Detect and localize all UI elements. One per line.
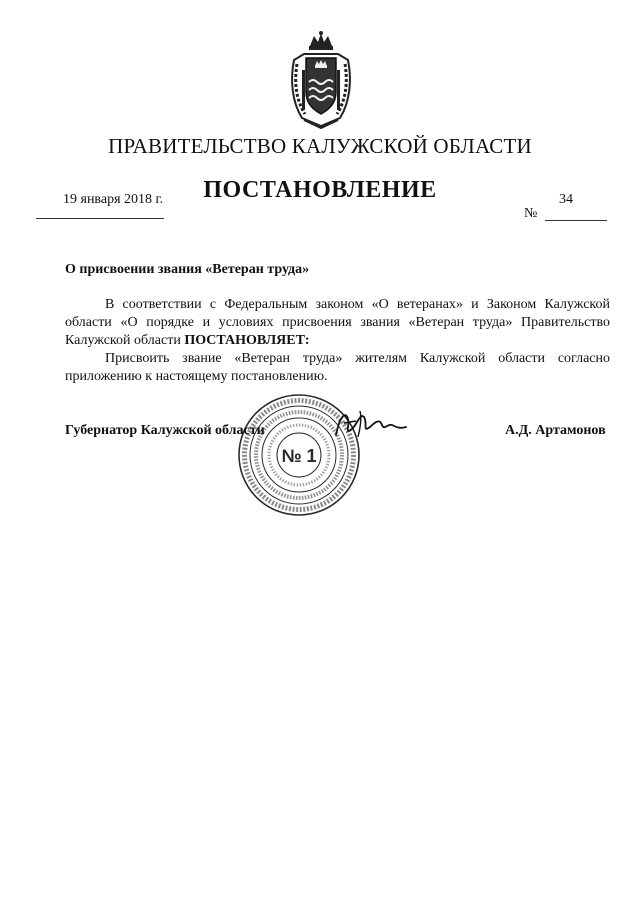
seal-center-text: № 1 [281, 446, 317, 466]
number-underline [545, 220, 607, 221]
signer-position: Губернатор Калужской области [65, 423, 265, 438]
paragraph-1-emphasis: ПОСТАНОВЛЯЕТ: [184, 333, 310, 348]
document-subject: О присвоении звания «Ветеран труда» [65, 262, 310, 277]
document-type-heading: ПОСТАНОВЛЕНИЕ [203, 177, 437, 203]
document-date: 19 января 2018 г. [63, 192, 164, 207]
document-number: 34 [559, 192, 573, 207]
signature-icon [330, 405, 410, 445]
document-number-label: № [524, 206, 538, 221]
body-paragraph-2: Присвоить звание «Ветеран труда» жителям Калужской области согласно приложению к настоящему постановлению. [65, 351, 610, 384]
coat-of-arms-icon [288, 30, 354, 130]
signer-name: А.Д. Артамонов [505, 423, 606, 438]
date-underline [36, 218, 164, 219]
document-body [65, 296, 610, 386]
body-paragraph-1 [65, 296, 610, 350]
paragraph-1-text: В соответствии с Федеральным законом «О ветеранах» и Законом Калужской области «О порядке и условиях присвоения звания «Ветеран труда» Правительство Калужской области [65, 297, 610, 348]
organization-title: ПРАВИТЕЛЬСТВО КАЛУЖСКОЙ ОБЛАСТИ [108, 134, 532, 158]
